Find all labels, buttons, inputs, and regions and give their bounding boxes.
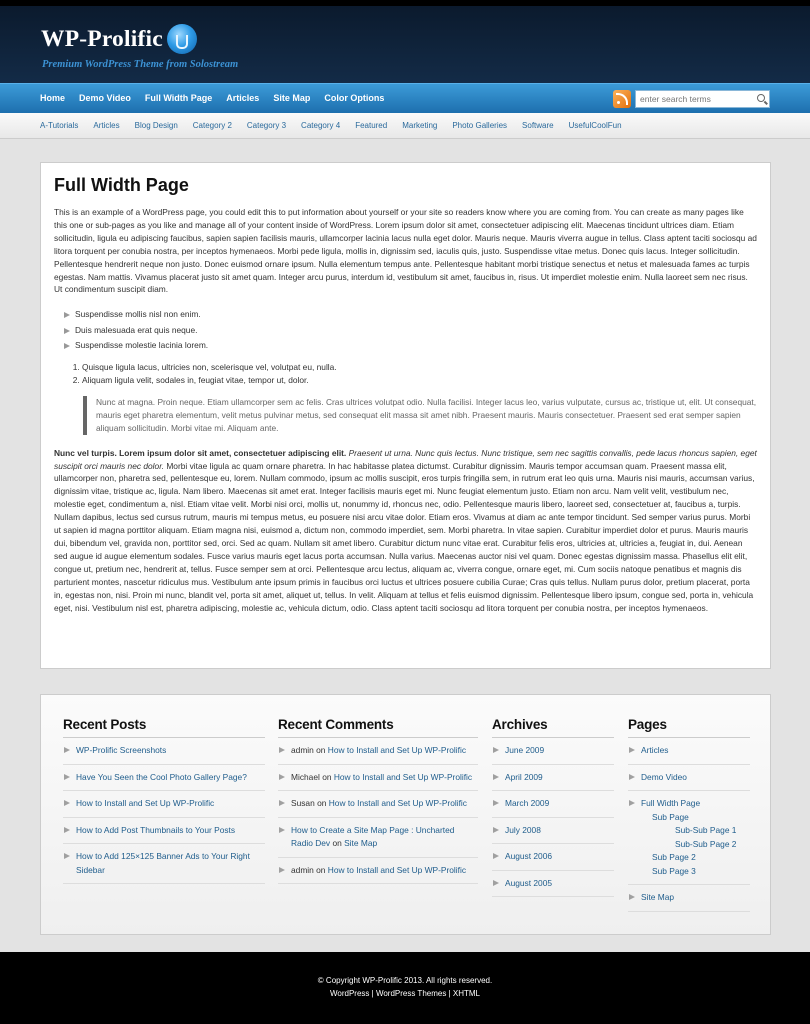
comment-on: on [332, 838, 342, 848]
comment-post-link[interactable]: Site Map [344, 838, 378, 848]
footer-link-wordpress[interactable]: WordPress [329, 989, 370, 998]
footer-link-wordpress-themes[interactable]: WordPress Themes [375, 989, 447, 998]
italic-lead: Praesent ut urna. Nunc quis lectus. Nunc tristique, sem nec sagittis convallis, pede lacus rhoncus sapien, eget suscipit orci mauris nec dolor. [54, 447, 757, 471]
comment-on: on [317, 798, 327, 808]
post-link[interactable]: How to Add Post Thumbnails to Your Posts [76, 824, 236, 835]
comment-on: on [316, 745, 326, 755]
widget-title: Pages [628, 717, 750, 738]
footer-link-xhtml[interactable]: XHTML [452, 989, 480, 998]
archive-link[interactable]: July 2008 [505, 824, 541, 835]
list-item: Suspendisse mollis nisl non enim. [64, 307, 757, 322]
nav-home[interactable]: Home [40, 93, 66, 103]
footer-widgets [40, 694, 771, 935]
list-item [492, 765, 614, 792]
archive-link[interactable]: August 2005 [505, 877, 553, 888]
widget-title: Recent Posts [63, 717, 265, 738]
archives-widget [492, 717, 614, 897]
recent-comments-widget [278, 717, 478, 884]
archive-link[interactable]: August 2006 [505, 851, 553, 861]
cat-articles[interactable]: Articles [93, 121, 120, 130]
list-item [63, 844, 265, 884]
main-nav [0, 83, 810, 113]
cat-category-4[interactable]: Category 4 [301, 121, 341, 130]
search-icon[interactable] [757, 94, 765, 102]
site-footer [0, 952, 810, 1024]
cat-software[interactable]: Software [522, 121, 554, 130]
comment-on: on [322, 771, 332, 782]
list-item: Suspendisse molestie lacinia lorem. [64, 338, 757, 353]
body-paragraph [54, 447, 757, 615]
list-item [278, 818, 478, 858]
page-link-sub-page-2[interactable]: Sub Page 2 [652, 852, 696, 862]
list-item [63, 818, 265, 845]
list-item [63, 738, 265, 765]
footer-links [0, 989, 810, 998]
site-header [0, 6, 810, 83]
list-item [628, 885, 750, 912]
page-link-articles[interactable]: Articles [641, 745, 669, 755]
list-item [628, 738, 750, 765]
post-link[interactable]: WP-Prolific Screenshots [76, 745, 167, 755]
cat-a-tutorials[interactable]: A-Tutorials [40, 121, 79, 130]
comment-post-link[interactable]: How to Install and Set Up WP-Prolific [333, 771, 473, 782]
post-link[interactable]: Have You Seen the Cool Photo Gallery Page? [76, 771, 247, 782]
widget-title: Recent Comments [278, 717, 478, 738]
nav-full-width-page[interactable]: Full Width Page [144, 93, 213, 103]
search-input[interactable] [636, 91, 751, 107]
post-link[interactable]: How to Install and Set Up WP-Prolific [76, 798, 215, 808]
list-item [278, 765, 478, 792]
page-link-full-width[interactable]: Full Width Page [641, 798, 701, 808]
archive-link[interactable]: June 2009 [505, 745, 545, 755]
nav-site-map[interactable]: Site Map [273, 93, 311, 103]
site-logo[interactable] [41, 24, 197, 54]
site-title[interactable]: WP-Prolific [41, 25, 163, 52]
separator: | [446, 989, 453, 998]
list-item [63, 765, 265, 792]
numbered-list [82, 361, 757, 388]
page-link-sub-page[interactable]: Sub Page [652, 811, 689, 822]
list-item [492, 844, 614, 871]
archive-link[interactable]: March 2009 [505, 798, 550, 808]
comment-author: Michael [291, 771, 320, 782]
main-content [40, 162, 771, 669]
cat-featured[interactable]: Featured [355, 121, 388, 130]
bold-lead: Nunc vel turpis. Lorem ipsum dolor sit amet, consectetuer adipiscing elit. [54, 447, 347, 458]
list-item: 2. Aliquam ligula velit, sodales in, feugiat vitae, tempor ut, dolor. [82, 374, 757, 388]
cat-category-2[interactable]: Category 2 [192, 121, 232, 130]
list-item [492, 791, 614, 818]
site-tagline: Premium WordPress Theme from Solostream [42, 59, 239, 70]
comment-post-link[interactable]: How to Install and Set Up WP-Prolific [328, 798, 467, 808]
widget-title: Archives [492, 717, 614, 738]
lightbulb-icon [167, 24, 197, 54]
page-link-sub-page-3[interactable]: Sub Page 3 [652, 865, 696, 876]
list-item [278, 791, 478, 818]
copyright: © Copyright WP-Prolific 2013. All rights reserved. [317, 976, 493, 985]
list-item [278, 738, 478, 765]
recent-posts-widget [63, 717, 265, 884]
comment-on: on [316, 864, 326, 875]
comment-author-link[interactable]: How to Create a Site Map Page : Uncharted Radio Dev [291, 824, 455, 848]
category-nav [0, 113, 810, 139]
list-item [492, 818, 614, 845]
separator: | [369, 989, 376, 998]
blockquote: Nunc at magna. Proin neque. Etiam ullamcorper sem ac felis. Cras ultrices volutpat odio. Nulla facilisi. Integer lacus leo, varius vulputate, cursus ac, tristique ut, elit. Ut consequat, mauris eget pharetra elementum, velit metus pulvinar metus, sed consequat elit massa sit amet nibh. Praesent mauris. Mauris consectetuer. Praesent sed erat semper sapien aliquam sollicitudin. Morbi vitae mi. Aliquam ante. [83, 396, 757, 435]
list-item [278, 858, 478, 885]
page-title: Full Width Page [54, 175, 189, 195]
nav-color-options[interactable]: Color Options [324, 93, 385, 103]
comment-author: admin [291, 864, 314, 875]
page-link-site-map[interactable]: Site Map [641, 892, 675, 902]
list-item: Duis malesuada erat quis neque. [64, 323, 757, 338]
list-item [492, 738, 614, 765]
comment-author: admin [291, 745, 314, 755]
list-item [628, 765, 750, 792]
cat-category-3[interactable]: Category 3 [246, 121, 287, 130]
comment-post-link[interactable]: How to Install and Set Up WP-Prolific [327, 745, 467, 755]
post-link[interactable]: How to Add 125×125 Banner Ads to Your Right Sidebar [76, 851, 250, 875]
cat-marketing[interactable]: Marketing [402, 121, 438, 130]
archive-link[interactable]: April 2009 [505, 771, 543, 782]
page-link-subsub-2[interactable]: Sub-Sub Page 2 [675, 838, 737, 849]
list-item [492, 871, 614, 898]
list-item [63, 791, 265, 818]
nav-articles[interactable]: Articles [226, 93, 260, 103]
page-link-demo-video[interactable]: Demo Video [641, 771, 687, 782]
comment-author: Susan [291, 798, 315, 808]
cat-blog-design[interactable]: Blog Design [134, 121, 178, 130]
page-link-subsub-1[interactable]: Sub-Sub Page 1 [675, 825, 737, 835]
intro-paragraph: This is an example of a WordPress page, you could edit this to put information about yourself or your site so readers know where you are coming from. You can create as many pages like this one or sub-pages as you like and manage all of your content inside of WordPress. Lorem ipsum dolor sit amet, consectetuer adipiscing elit. Maecenas tincidunt ultrices diam. Etiam sollicitudin, ligula eu adipiscing faucibus, sapien sapien facilisis mauris, ullamcorper lacinia lacus nulla eget dolor. Mauris neque. Mauris viverra augue in tellus. Class aptent taciti sociosqu ad litora torquent per conubia nostra, per inceptos hymenaeos. Morbi pede ligula, mollis in, dignissim sed, iaculis quis, justo. Suspendisse vitae metus. Donec quis lacus. Integer sollicitudin. Pellentesque hendrerit neque non justo. Donec euismod ornare ipsum. Nulla elementum tempus ante. Pellentesque habitant morbi tristique senectus et netus et malesuada fames ac turpis egestas. Nam mattis. Vivamus placerat justo sit amet quam. Integer arcu purus, interdum id, vestibulum sit amet, faucibus in, risus. Ut imperdiet molestie enim. Nulla laoreet sem nec risus. Ut condimentum suscipit diam. [54, 207, 757, 295]
search-box [635, 90, 770, 108]
list-item: 1. Quisque ligula lacus, ultricies non, scelerisque vel, volutpat eu, nulla. [82, 361, 757, 375]
cat-usefulcoolfun[interactable]: UsefulCoolFun [568, 121, 622, 130]
body-text: Morbi vitae ligula ac quam ornare pharetra. In hac habitasse platea dictumst. Curabitur dignissim. Mauris tempor accumsan quam. Praesent massa elit, ullamcorper non, pharetra sed, pellentesque eu, lorem. Nullam commodo, ipsum ac mollis suscipit, eros turpis fringilla sem, in rutrum erat leo quis urna. Mauris nisi mauris, accumsan varius, dignissim vitae, tristique ac, ligula. Nam libero. Maecenas sit amet erat. Integer facilisis mauris eget mi. Nunc feugiat elementum justo. Etiam non arcu. Nam velit velit, vestibulum nec, molestie eget, condimentum a, nisl. Etiam vitae velit. Morbi nisi orci, mollis ut, nonummy id, rhoncus nec, odio. Pellentesque mauris libero, laoreet sed, consectetuer at, faucibus a, turpis. Nullam dapibus, lectus sed cursus rutrum, mauris mi tempus metus, eu posuere nisi arcu vitae dolor. Etiam eros. Vivamus at diam ac ante tempor tincidunt. Sed semper varius purus. Morbi ut sapien id magna porttitor aliquam. Etiam magna nisi, euismod a, dictum non, commodo imperdiet, sem. Morbi pharetra. In vitae sapien. Curabitur imperdiet dolor et purus. Mauris mauris dui, bibendum vel, gravida non, porttitor sed, orci. Sed ac quam. Nullam sit amet libero. Curabitur dictum nunc vitae erat. Curabitur felis eros, ultricies at, ultricies a, feugiat in, dui. Aenean sed augue id augue elementum sodales. Fusce varius mauris eget lacus porta accumsan. Nulla varius. Maecenas auctor nisi vel quam. Donec egestas dignissim massa. Phasellus elit elit, congue ut, pretium nec, hendrerit at, tellus. Fusce semper sem at orci. Pellentesque arcu lectus, aliquam ac, viverra congue, ornare eget, mi. Cum sociis natoque penatibus et magnis dis parturient montes, nascetur ridiculus mus. Vestibulum ante ipsum primis in faucibus orci luctus et ultrices posuere cubilia Curae; Cras quis tellus. Nullam purus dolor, pretium placerat, porta in, egestas non, nisi. Proin mi nunc, blandit vel, porta sit amet, aliquet ut, tellus. In velit. Aliquam at tellus et felis euismod dignissim. Pellentesque libero ipsum, congue sed, porta in, vehicula eget, nisi. Vestibulum nisl est, pharetra adipiscing, molestie ac, vehicula dictum, odio. Class aptent taciti sociosqu ad litora torquent per conubia nostra, per inceptos hymenaeos. [54, 460, 755, 613]
cat-photo-galleries[interactable]: Photo Galleries [452, 121, 508, 130]
list-item [628, 791, 750, 885]
pages-widget [628, 717, 750, 912]
rss-feed-icon[interactable] [613, 90, 631, 108]
comment-post-link[interactable]: How to Install and Set Up WP-Prolific [327, 864, 467, 875]
bullet-list [64, 307, 757, 353]
nav-demo-video[interactable]: Demo Video [79, 93, 131, 103]
